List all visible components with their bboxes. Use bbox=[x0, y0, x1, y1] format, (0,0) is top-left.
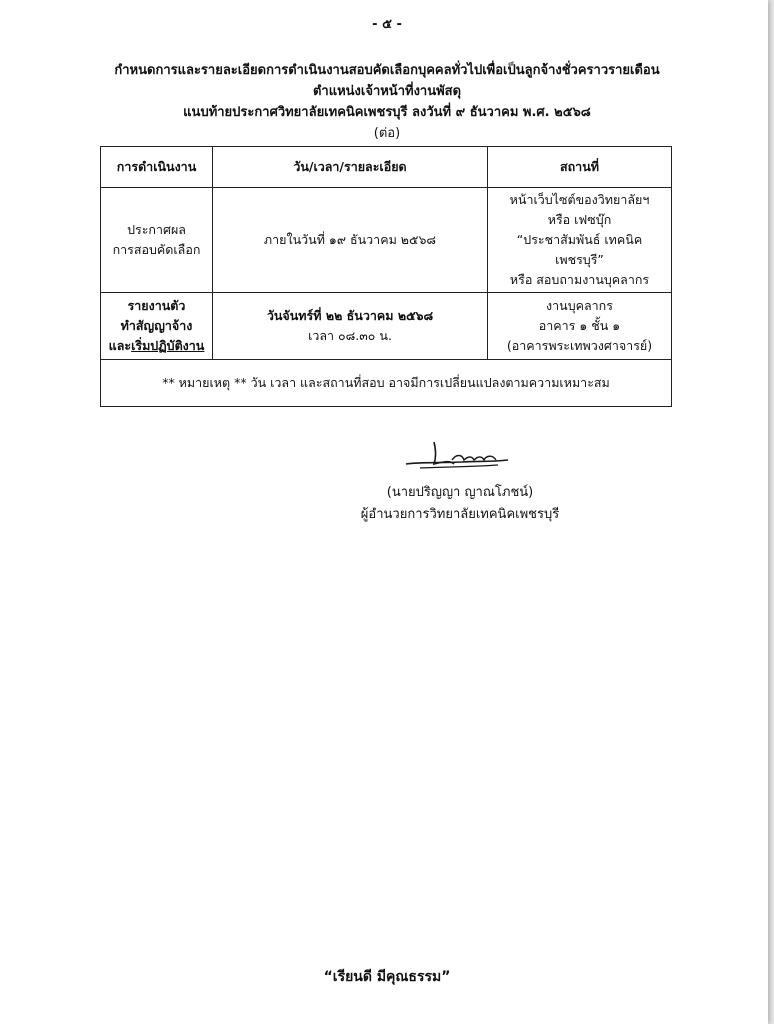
signer-name: (นายปริญญา ญาณโภชน์) bbox=[386, 485, 534, 500]
column-header-activity: การดำเนินงาน bbox=[101, 147, 213, 188]
place-line: หน้าเว็บไซต์ของวิทยาลัยฯ bbox=[509, 192, 650, 207]
activity-line: ทำสัญญาจ้าง bbox=[120, 318, 193, 333]
table-row bbox=[101, 188, 672, 293]
place-line: งานบุคลากร bbox=[546, 298, 613, 313]
header-title-line-3: แนบท้ายประกาศวิทยาลัยเทคนิคเพชรบุรี ลงวันที่ ๙ ธันวาคม พ.ศ. ๒๕๖๘ bbox=[183, 105, 591, 120]
activity-cell bbox=[101, 293, 213, 360]
table-row bbox=[101, 293, 672, 360]
activity-cell bbox=[101, 188, 213, 293]
activity-line: รายงานตัว bbox=[127, 298, 186, 313]
activity-line: การสอบคัดเลือก bbox=[112, 242, 201, 257]
page-number: - ๕ - bbox=[372, 17, 402, 32]
document-header bbox=[40, 60, 734, 144]
column-header-place: สถานที่ bbox=[488, 147, 672, 188]
signer-position: ผู้อำนวยการวิทยาลัยเทคนิคเพชรบุรี bbox=[360, 507, 560, 522]
note-row bbox=[101, 360, 672, 407]
datetime-cell bbox=[213, 293, 488, 360]
datetime-cell: ภายในวันที่ ๑๙ ธันวาคม ๒๕๖๘ bbox=[213, 188, 488, 293]
time-text: เวลา ๐๘.๓๐ น. bbox=[308, 328, 392, 343]
place-line: หรือ สอบถามงานบุคลากร bbox=[509, 272, 650, 287]
column-header-datetime: วัน/เวลา/รายละเอียด bbox=[213, 147, 488, 188]
table-header-row bbox=[101, 147, 672, 188]
schedule-table bbox=[100, 146, 672, 407]
note-text: ** หมายเหตุ ** วัน เวลา และสถานที่สอบ อาจมีการเปลี่ยนแปลงตามความเหมาะสม bbox=[101, 360, 672, 407]
place-line: (อาคารพระเทพวงศาจารย์) bbox=[506, 338, 653, 353]
activity-prefix: และ bbox=[108, 338, 132, 353]
place-line: “ประชาสัมพันธ์ เทคนิค เพชรบุรี” bbox=[516, 232, 643, 267]
place-line: อาคาร ๑ ชั้น ๑ bbox=[538, 318, 621, 333]
place-cell bbox=[488, 293, 672, 360]
signer-block bbox=[330, 482, 590, 526]
signature-image bbox=[400, 432, 530, 480]
header-title-line-1: กำหนดการและรายละเอียดการดำเนินงานสอบคัดเลือกบุคคลทั่วไปเพื่อเป็นลูกจ้างชั่วคราวรายเดือน bbox=[114, 63, 660, 78]
date-text: วันจันทร์ที่ ๒๒ ธันวาคม ๒๕๖๘ bbox=[266, 308, 434, 323]
activity-line bbox=[105, 336, 208, 356]
place-cell bbox=[488, 188, 672, 293]
motto: “เรียนดี มีคุณธรรม” bbox=[323, 969, 451, 985]
header-continued: (ต่อ) bbox=[373, 126, 401, 141]
header-title-line-2: ตำแหน่งเจ้าหน้าที่งานพัสดุ bbox=[312, 84, 462, 99]
place-line: หรือ เฟซบุ๊ก bbox=[547, 212, 612, 227]
activity-underlined: เริ่มปฏิบัติงาน bbox=[131, 338, 205, 353]
activity-line: ประกาศผล bbox=[127, 222, 186, 237]
